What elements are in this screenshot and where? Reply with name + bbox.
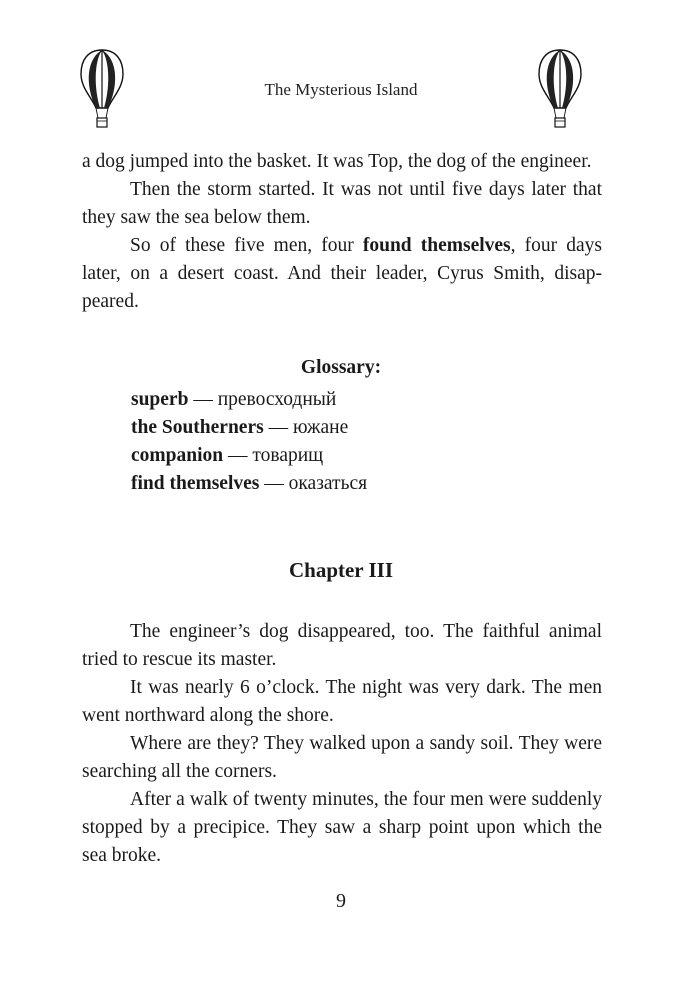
glossary-translation: южане [292, 417, 349, 438]
running-title: The Mysterious Island [264, 80, 418, 99]
page-number: 9 [336, 890, 346, 912]
bold-phrase: found themselves [362, 235, 511, 256]
glossary-term: find themselves [131, 473, 260, 494]
glossary-dash: — [259, 473, 289, 494]
hot-air-balloon-icon [538, 48, 582, 130]
paragraph [82, 232, 602, 316]
glossary-dash: — [263, 417, 293, 438]
paragraph: The engineer’s dog disappeared, too. The faithful animal tried to rescue its master. [82, 621, 602, 670]
paragraph: a dog jumped into the basket. It was Top, the dog of the engineer. [82, 151, 592, 172]
glossary-term: companion [131, 445, 224, 466]
glossary-entry [131, 386, 581, 414]
glossary-translation: товарищ [252, 445, 324, 466]
paragraph-text: , four days later, on a desert coast. And their leader, Cyrus Smith, disappeared. [82, 235, 602, 312]
glossary-term: the Southerners [131, 417, 264, 438]
paragraph: Then the storm started. It was not until five days later that they saw the sea below them. [82, 179, 602, 228]
chapter-text [82, 618, 602, 870]
paragraph: It was nearly 6 o’clock. The night was very dark. The men went northward along the shore. [82, 677, 602, 726]
glossary-translation: оказаться [288, 473, 368, 494]
paragraph-text: So of these five men, four [130, 235, 363, 256]
body-text [82, 148, 602, 316]
glossary-entry [131, 414, 581, 442]
paragraph: Where are they? They walked upon a sandy soil. They were searching all the corners. [82, 733, 602, 782]
glossary-entry [131, 470, 581, 498]
glossary-term: superb [131, 389, 189, 410]
glossary-title: Glossary: [300, 357, 382, 378]
glossary-dash: — [223, 445, 253, 466]
glossary-list [131, 386, 581, 498]
glossary-dash: — [188, 389, 218, 410]
glossary-translation: превосходный [217, 389, 337, 410]
glossary-entry [131, 442, 581, 470]
paragraph: After a walk of twenty minutes, the four men were suddenly stopped by a precipice. They saw a sharp point upon which the sea broke. [82, 789, 602, 866]
page-header [0, 48, 682, 138]
chapter-heading: Chapter III [288, 558, 394, 582]
